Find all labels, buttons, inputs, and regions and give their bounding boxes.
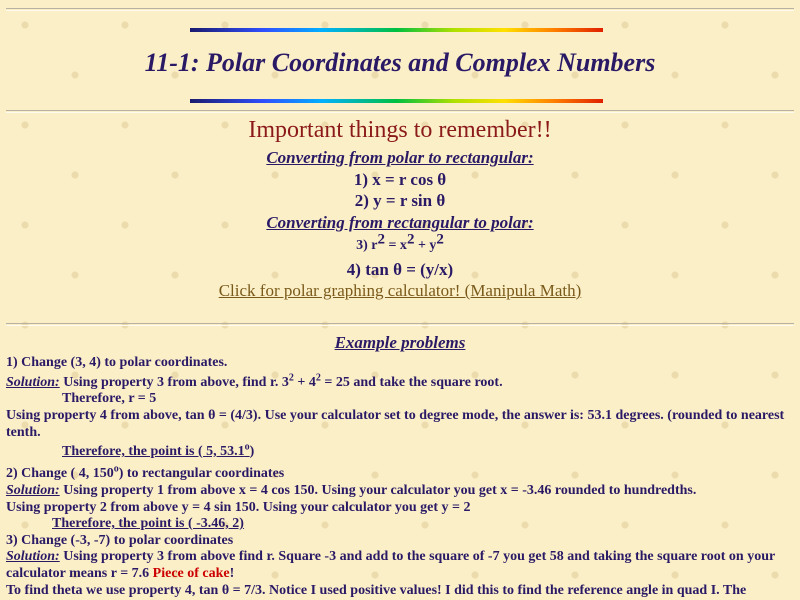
problem-2-y: Using property 2 from above y = 4 sin 150. Using your calculator you get y = 2: [6, 500, 471, 515]
remember-heading: Important things to remember!!: [248, 117, 552, 143]
solution-label: Solution:: [6, 375, 60, 390]
section-divider: [6, 323, 794, 326]
problem-1-theta: Using property 4 from above, tan θ = (4/3). Use your calculator set to degree mode, the answer is: 53.1 degrees. (rounded to nearest tenth.: [6, 408, 785, 440]
solution-label: Solution:: [6, 483, 60, 498]
problem-1-answer: Therefore, the point is ( 5, 53.1$^o$): [62, 441, 255, 459]
rainbow-bar-top: [190, 28, 603, 32]
equation-2: 2) y = r sin θ: [354, 191, 446, 210]
problem-3-solution: Solution: Using property 3 from above find r. Square -3 and add to the square of -7 you get 58 and taking the square root on your calculator means r = 7.6 Piece of cake!: [6, 549, 775, 581]
problem-2: 2) Change ( 4, 150$^o$) to rectangular coordinates: [6, 463, 285, 481]
problem-3-theta: To find theta we use property 4, tan θ = 7/3. Notice I used positive values! I did this to find the reference angle in quad I. The: [6, 583, 747, 598]
rect-to-polar-heading: Converting from rectangular to polar:: [266, 213, 534, 232]
equation-4: 4) tan θ = (y/x): [346, 260, 454, 279]
equation-1: 1) x = r cos θ: [353, 170, 447, 189]
piece-of-cake-text: Piece of cake: [152, 566, 230, 581]
problem-1-solution: Solution: Using property 3 from above, find r. $3^2 + 4^2 = 25$ and take the square root.: [6, 372, 503, 390]
page-title: 11-1: Polar Coordinates and Complex Numbers: [144, 48, 656, 77]
problem-1: 1) Change (3, 4) to polar coordinates.: [6, 355, 228, 370]
problem-2-answer: Therefore, the point is ( -3.46, 2): [52, 516, 244, 531]
problem-1-r-result: Therefore, r = 5: [62, 391, 157, 406]
polar-to-rect-heading: Converting from polar to rectangular:: [266, 148, 534, 167]
solution-label: Solution:: [6, 549, 60, 564]
top-divider: [6, 8, 794, 11]
problem-2-solution: Solution: Using property 1 from above x = 4 cos 150. Using your calculator you get x = -3.46 rounded to hundredths.: [6, 483, 697, 498]
polar-calculator-link[interactable]: Click for polar graphing calculator! (Manipula Math): [218, 281, 582, 300]
equation-3: 3) r2 = x2 + y2: [356, 231, 444, 253]
examples-heading: Example problems: [334, 333, 466, 352]
title-divider: [6, 110, 794, 113]
rainbow-bar-bottom: [190, 99, 603, 103]
problem-3: 3) Change (-3, -7) to polar coordinates: [6, 533, 234, 548]
